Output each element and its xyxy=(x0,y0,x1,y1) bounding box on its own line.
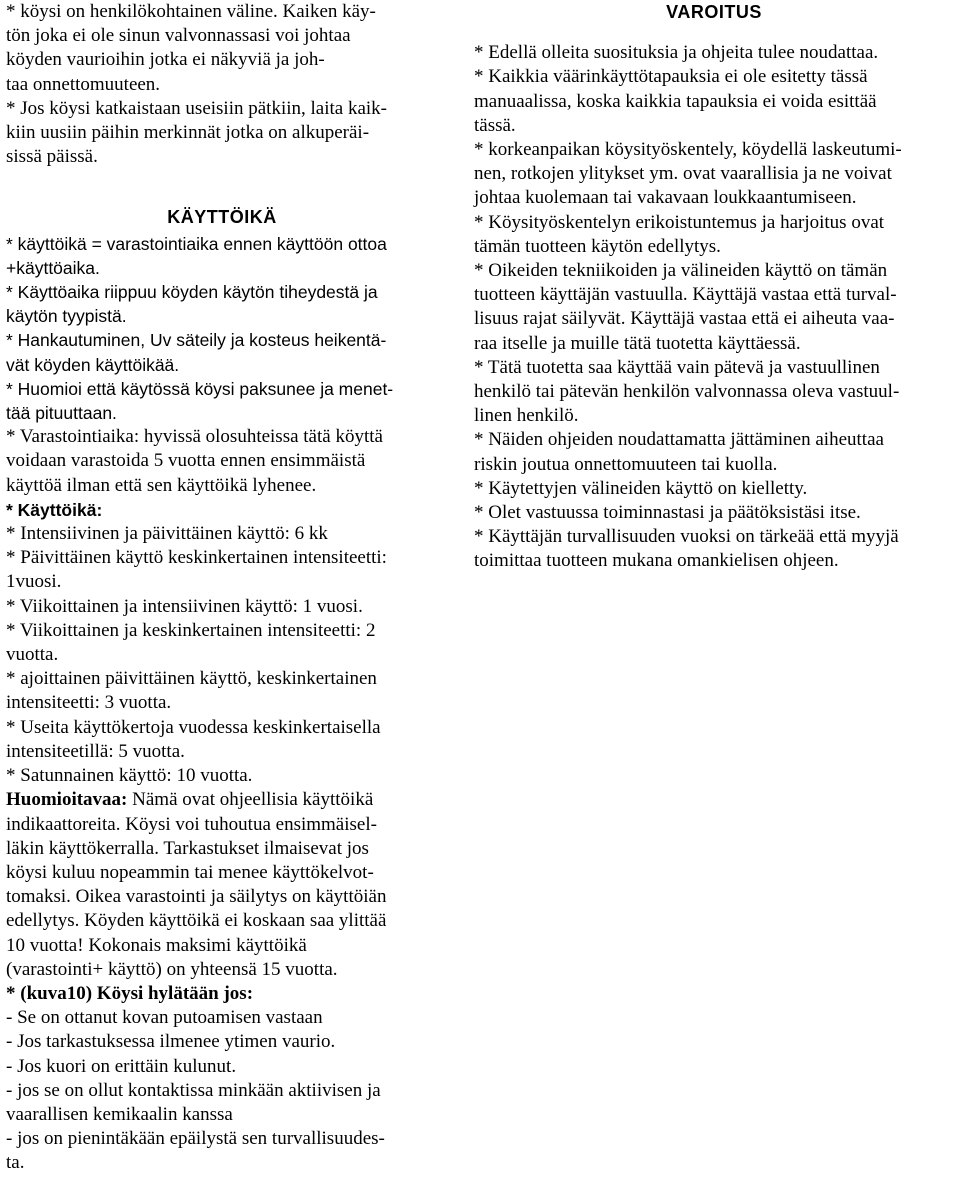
text-line: voidaan varastoida 5 vuotta ennen ensimmäistä xyxy=(6,450,366,472)
list-item: * Viikoittainen ja intensiivinen käyttö: 1 vuosi. xyxy=(6,595,363,617)
text-line: manuaalissa, koska kaikkia tapauksia ei voida esittää xyxy=(474,90,877,112)
list-item: vuotta. xyxy=(6,644,59,666)
right-column xyxy=(474,0,954,574)
text-line: riskin joutua onnettomuuteen tai kuolla. xyxy=(474,453,778,475)
list-item: intensiteetillä: 5 vuotta. xyxy=(6,740,185,762)
list-item: intensiteetti: 3 vuotta. xyxy=(6,692,172,714)
text-line: toimittaa tuotteen mukana omankielisen ohjeen. xyxy=(474,550,839,572)
text-line: * Varastointiaika: hyvissä olosuhteissa tätä köyttä xyxy=(6,426,383,448)
text-line: käytön tyypistä. xyxy=(6,306,127,327)
text-line: sissä päissä. xyxy=(6,146,98,168)
list-item: ta. xyxy=(6,1152,25,1174)
text-line: * Käyttäjän turvallisuuden vuoksi on tärkeää että myyjä xyxy=(474,526,899,548)
text-line: käyttöä ilman että sen käyttöikä lyhenee. xyxy=(6,474,317,496)
text-line: * Käytettyjen välineiden käyttö on kielletty. xyxy=(474,477,808,499)
list-item: * Intensiivinen ja päivittäinen käyttö: 6 kk xyxy=(6,523,328,545)
text-line: * Oikeiden tekniikoiden ja välineiden käyttö on tämän xyxy=(474,260,888,282)
text-line: * Tätä tuotetta saa käyttää vain pätevä ja vastuullinen xyxy=(474,356,880,378)
list-item: - jos se on ollut kontaktissa minkään aktiivisen ja xyxy=(6,1079,381,1101)
intro-paragraph xyxy=(6,0,438,169)
text-line: nen, rotkojen ylitykset ym. ovat vaarallisia ja ne voivat xyxy=(474,163,892,185)
text-line: * köysi on henkilökohtainen väline. Kaiken käy- xyxy=(6,1,376,22)
text-line xyxy=(6,788,438,812)
section-heading-warning: VAROITUS xyxy=(666,2,762,22)
text-line: * Hankautuminen, Uv säteily ja kosteus heikentä- xyxy=(6,330,387,351)
list-item: - Jos kuori on erittäin kulunut. xyxy=(6,1055,237,1077)
list-item: vaarallisen kemikaalin kanssa xyxy=(6,1103,233,1125)
text-line: henkilö tai pätevän henkilön valvonnassa oleva vastuul- xyxy=(474,381,900,403)
text-line: * Näiden ohjeiden noudattamatta jättäminen aiheuttaa xyxy=(474,429,884,451)
list-item: * Useita käyttökertoja vuodessa keskinkertaisella xyxy=(6,716,381,738)
text-line: * Köysityöskentelyn erikoistuntemus ja harjoitus ovat xyxy=(474,211,885,233)
text-line: (varastointi+ käyttö) on yhteensä 15 vuotta. xyxy=(6,958,338,980)
list-item: - Se on ottanut kovan putoamisen vastaan xyxy=(6,1007,323,1029)
text-line: +käyttöaika. xyxy=(6,257,100,278)
list-item: * Viikoittainen ja keskinkertainen intensiteetti: 2 xyxy=(6,619,376,641)
list-item: 1vuosi. xyxy=(6,571,62,593)
text-line: tuotteen käyttäjän vastuulla. Käyttäjä vastaa että turval- xyxy=(474,284,897,306)
left-column xyxy=(6,0,438,1176)
text-line: * Olet vastuussa toiminnastasi ja päätöksistäsi itse. xyxy=(474,502,861,524)
list-item: * Päivittäinen käyttö keskinkertainen intensiteetti: xyxy=(6,547,387,569)
list-item: - Jos tarkastuksessa ilmenee ytimen vaurio. xyxy=(6,1031,336,1053)
text-line: * Jos köysi katkaistaan useisiin pätkiin, laita kaik- xyxy=(6,97,387,119)
text-line: * käyttöikä = varastointiaika ennen käyttöön ottoa xyxy=(6,233,387,254)
text-line: tön joka ei ole sinun valvonnassasi voi johtaa xyxy=(6,25,351,47)
text-line: * Edellä olleita suosituksia ja ohjeita tulee noudattaa. xyxy=(474,42,879,64)
list-item: - jos on pienintäkään epäilystä sen turvallisuudes- xyxy=(6,1128,385,1150)
lifetime-list-heading: * Käyttöikä: xyxy=(6,499,103,520)
text-line: köysi kuluu nopeammin tai menee käyttökelvot- xyxy=(6,861,374,883)
section-heading-lifetime: KÄYTTÖIKÄ xyxy=(167,207,277,228)
note-label: Huomioitavaa: xyxy=(6,789,128,811)
text-line: * Käyttöaika riippuu köyden käytön tiheydestä ja xyxy=(6,282,378,303)
list-item: * ajoittainen päivittäinen käyttö, keskinkertainen xyxy=(6,668,377,690)
text-line: läkin käyttökerralla. Tarkastukset ilmaisevat jos xyxy=(6,837,369,859)
text-line: tää pituuttaan. xyxy=(6,403,117,424)
lifetime-definition xyxy=(6,232,438,426)
note-paragraph xyxy=(6,788,438,982)
text-line: 10 vuotta! Kokonais maksimi käyttöikä xyxy=(6,934,307,956)
lifetime-list xyxy=(6,522,438,788)
text-line: kiin uusiin päihin merkinnät jotka on alkuperäi- xyxy=(6,122,370,144)
text-line: tomaksi. Oikea varastointi ja säilytys on käyttöiän xyxy=(6,886,387,908)
list-item: * Satunnainen käyttö: 10 vuotta. xyxy=(6,765,253,787)
reject-list xyxy=(6,1006,438,1175)
text-line: raa itselle ja muille tätä tuotetta käyttäessä. xyxy=(474,332,801,354)
note-text: Nämä ovat ohjeellisia käyttöikä xyxy=(127,789,374,811)
text-line: edellytys. Köyden käyttöikä ei koskaan saa ylittää xyxy=(6,910,387,932)
reject-heading: * (kuva10) Köysi hylätään jos: xyxy=(6,982,254,1004)
text-line: * Kaikkia väärinkäyttötapauksia ei ole esitetty tässä xyxy=(474,66,868,88)
text-line: indikaattoreita. Köysi voi tuhoutua ensimmäisel- xyxy=(6,813,377,835)
text-line: tässä. xyxy=(474,114,516,136)
text-line: linen henkilö. xyxy=(474,405,579,427)
storage-paragraph xyxy=(6,425,438,498)
warning-list xyxy=(474,41,954,573)
text-line: * Huomioi että käytössä köysi paksunee ja menet- xyxy=(6,378,394,399)
text-line: johtaa kuolemaan tai vakavaan loukkaantumiseen. xyxy=(474,187,857,209)
text-line: lisuus rajat säilyvät. Käyttäjä vastaa että ei aiheuta vaa- xyxy=(474,308,895,330)
text-line: köyden vaurioihin jotka ei näkyviä ja joh- xyxy=(6,49,325,71)
text-line: vät köyden käyttöikää. xyxy=(6,354,180,375)
text-line: taa onnettomuuteen. xyxy=(6,73,161,95)
text-line: tämän tuotteen käytön edellytys. xyxy=(474,235,721,257)
text-line: * korkeanpaikan köysityöskentely, köydellä laskeutumi- xyxy=(474,139,902,161)
